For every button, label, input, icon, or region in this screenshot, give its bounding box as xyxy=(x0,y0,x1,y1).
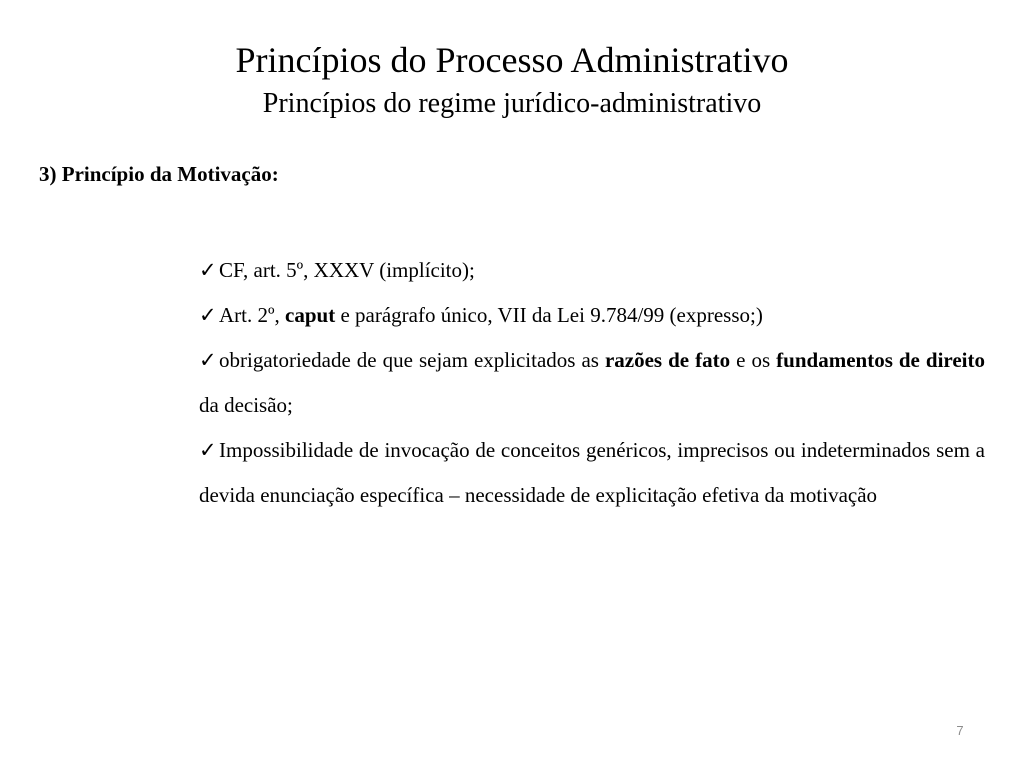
bullet-text: obrigatoriedade de que sejam explicitados as xyxy=(219,348,605,372)
bullet-emphasis: razões de fato xyxy=(604,348,731,372)
bullet-emphasis: fundamentos de direito xyxy=(776,348,985,372)
slide-title: Princípios do Processo Administrativo xyxy=(235,40,789,80)
bullet-text: CF, art. 5º, XXXV (implícito); xyxy=(219,258,475,282)
bullet-text: e parágrafo único, VII da Lei 9.784/99 (expresso;) xyxy=(335,303,763,327)
bullet-text: e os xyxy=(730,348,777,372)
slide-subtitle: Princípios do regime jurídico-administrativo xyxy=(262,88,762,119)
checkmark-icon: ✓ xyxy=(199,348,217,372)
bullet-list xyxy=(199,248,985,518)
bullet-item xyxy=(199,338,985,428)
bullet-item xyxy=(199,428,985,518)
checkmark-icon: ✓ xyxy=(199,258,217,282)
section-heading: 3) Princípio da Motivação: xyxy=(39,162,279,186)
checkmark-icon: ✓ xyxy=(199,438,217,462)
bullet-text: Art. 2º, xyxy=(219,303,286,327)
bullet-item xyxy=(199,248,985,293)
checkmark-icon: ✓ xyxy=(199,303,217,327)
bullet-text: da decisão; xyxy=(199,393,293,417)
bullet-emphasis: caput xyxy=(285,303,336,327)
bullet-item xyxy=(199,293,985,338)
bullet-text: Impossibilidade de invocação de conceitos genéricos, imprecisos ou indeterminados sem a devida enunciação específica – necessidade de explicitação efetiva da motivação xyxy=(199,438,985,507)
page-number: 7 xyxy=(956,723,964,738)
